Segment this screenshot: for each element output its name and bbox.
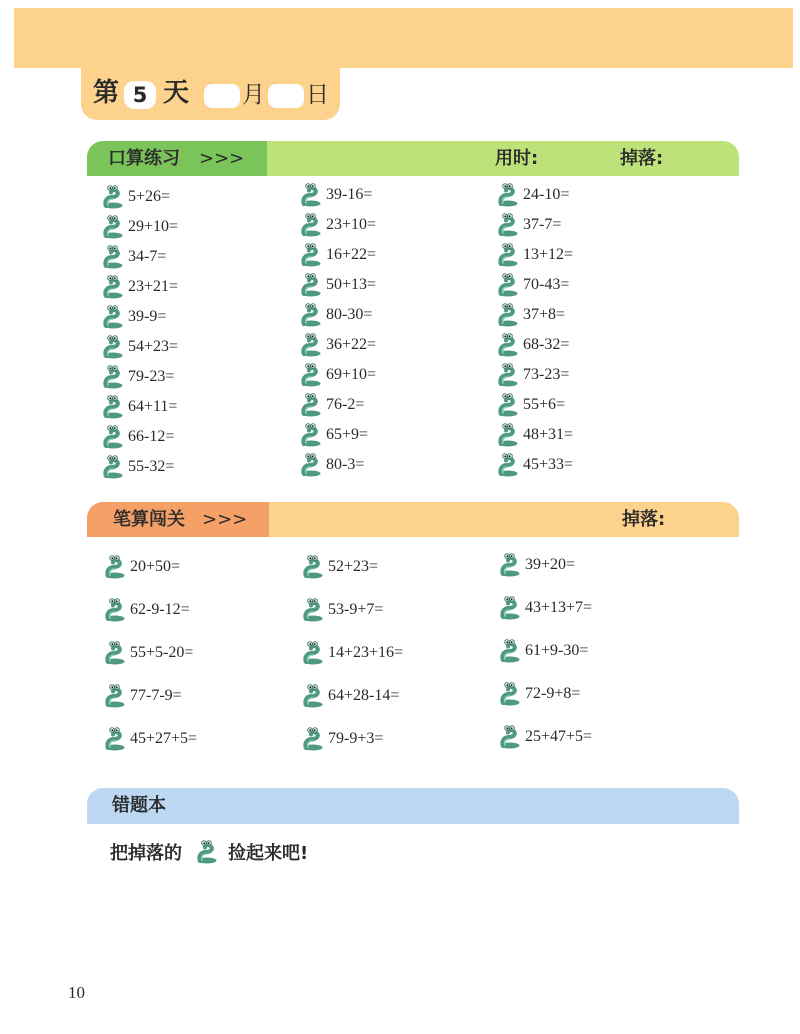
problem-expression: 37+8= xyxy=(523,306,566,323)
problem-expression: 69+10= xyxy=(326,366,377,383)
snail-icon xyxy=(302,727,324,751)
month-label: 月 xyxy=(242,82,265,108)
problem-item xyxy=(497,333,569,357)
problem-item xyxy=(102,335,178,359)
snail-icon xyxy=(300,213,322,237)
snail-icon xyxy=(300,273,322,297)
snail-icon xyxy=(104,598,126,622)
problem-expression: 16+22= xyxy=(326,246,377,263)
problem-expression: 36+22= xyxy=(326,336,377,353)
snail-icon xyxy=(300,303,322,327)
problem-expression: 77-7-9= xyxy=(130,687,182,704)
snail-icon xyxy=(302,641,324,665)
page-number: 10 xyxy=(68,983,85,1002)
problem-item xyxy=(499,596,592,620)
problem-expression: 68-32= xyxy=(523,336,570,353)
problem-item xyxy=(300,183,372,207)
problem-expression: 72-9+8= xyxy=(525,685,581,702)
problem-item xyxy=(102,215,178,239)
note-text-before: 把掉落的 xyxy=(110,843,182,864)
snail-icon xyxy=(300,393,322,417)
snail-icon xyxy=(102,215,124,239)
problem-expression: 37-7= xyxy=(523,216,562,233)
problem-item xyxy=(300,333,376,357)
problem-item xyxy=(497,393,565,417)
problem-item xyxy=(300,393,364,417)
snail-icon xyxy=(497,303,519,327)
problem-expression: 5+26= xyxy=(128,188,171,205)
month-blank[interactable] xyxy=(204,84,240,108)
problem-expression: 80-3= xyxy=(326,456,365,473)
snail-icon xyxy=(302,598,324,622)
problem-item xyxy=(499,725,592,749)
snail-icon xyxy=(497,363,519,387)
problem-expression: 64+28-14= xyxy=(328,687,400,704)
problem-expression: 73-23= xyxy=(523,366,570,383)
oral-section-title: 口算练习 xyxy=(108,148,180,169)
snail-icon xyxy=(302,555,324,579)
oral-section-arrows: >>> xyxy=(199,148,245,169)
problem-expression: 53-9+7= xyxy=(328,601,384,618)
problem-item xyxy=(300,363,376,387)
problem-item xyxy=(300,303,372,327)
problem-expression: 79-23= xyxy=(128,368,175,385)
snail-icon xyxy=(102,245,124,269)
problem-item xyxy=(102,245,166,269)
problem-item xyxy=(102,365,174,389)
problem-expression: 55-32= xyxy=(128,458,175,475)
written-section-title: 笔算闯关 xyxy=(113,509,185,530)
written-dropped-label: 掉落: xyxy=(622,509,666,530)
snail-icon xyxy=(497,243,519,267)
snail-icon xyxy=(497,423,519,447)
snail-icon xyxy=(102,395,124,419)
problem-expression: 29+10= xyxy=(128,218,179,235)
problem-item xyxy=(497,213,561,237)
problem-item xyxy=(300,273,376,297)
snail-icon xyxy=(497,393,519,417)
snail-icon xyxy=(102,185,124,209)
problem-item xyxy=(497,243,573,267)
snail-icon xyxy=(102,335,124,359)
problem-expression: 39+20= xyxy=(525,556,576,573)
snail-icon xyxy=(300,243,322,267)
snail-icon xyxy=(499,553,521,577)
problem-expression: 55+6= xyxy=(523,396,566,413)
snail-icon xyxy=(104,684,126,708)
snail-icon xyxy=(302,684,324,708)
problem-expression: 65+9= xyxy=(326,426,369,443)
problem-expression: 23+10= xyxy=(326,216,377,233)
problem-item xyxy=(302,641,403,665)
written-section-arrows: >>> xyxy=(202,509,248,530)
problem-expression: 76-2= xyxy=(326,396,365,413)
snail-icon xyxy=(300,423,322,447)
problem-expression: 54+23= xyxy=(128,338,179,355)
snail-icon xyxy=(102,275,124,299)
problem-expression: 48+31= xyxy=(523,426,574,443)
problem-item xyxy=(302,684,399,708)
snail-icon xyxy=(102,305,124,329)
problem-expression: 52+23= xyxy=(328,558,379,575)
problem-item xyxy=(102,185,170,209)
problem-item xyxy=(300,243,376,267)
snail-icon xyxy=(499,725,521,749)
problem-item xyxy=(104,727,197,751)
problem-expression: 64+11= xyxy=(128,398,178,415)
snail-icon xyxy=(300,333,322,357)
snail-icon xyxy=(104,555,126,579)
problem-expression: 20+50= xyxy=(130,558,181,575)
problem-expression: 45+27+5= xyxy=(130,730,198,747)
problem-item xyxy=(102,395,177,419)
problem-item xyxy=(104,684,182,708)
problem-item xyxy=(300,453,364,477)
problem-item xyxy=(302,555,378,579)
problem-expression: 39-16= xyxy=(326,186,373,203)
top-color-band xyxy=(14,8,793,68)
problem-expression: 24-10= xyxy=(523,186,570,203)
problem-expression: 43+13+7= xyxy=(525,599,593,616)
problem-item xyxy=(497,303,565,327)
problem-expression: 80-30= xyxy=(326,306,373,323)
problem-expression: 34-7= xyxy=(128,248,167,265)
problem-expression: 45+33= xyxy=(523,456,574,473)
problem-expression: 66-12= xyxy=(128,428,175,445)
problem-expression: 39-9= xyxy=(128,308,167,325)
problem-item xyxy=(497,363,569,387)
snail-icon xyxy=(102,425,124,449)
problem-item xyxy=(104,555,180,579)
mistakes-section-title: 错题本 xyxy=(112,795,166,816)
problem-item xyxy=(104,641,193,665)
problem-item xyxy=(497,273,569,297)
problem-item xyxy=(300,213,376,237)
snail-icon xyxy=(497,213,519,237)
problem-expression: 62-9-12= xyxy=(130,601,190,618)
snail-icon xyxy=(499,682,521,706)
problem-item xyxy=(302,727,383,751)
problem-item xyxy=(102,305,166,329)
snail-icon xyxy=(499,639,521,663)
problem-item xyxy=(102,425,174,449)
snail-icon xyxy=(300,363,322,387)
problem-item xyxy=(104,598,190,622)
time-label: 用时: xyxy=(495,148,539,169)
problem-expression: 61+9-30= xyxy=(525,642,589,659)
snail-icon xyxy=(104,727,126,751)
snail-icon xyxy=(497,333,519,357)
problem-expression: 23+21= xyxy=(128,278,179,295)
problem-expression: 25+47+5= xyxy=(525,728,593,745)
problem-expression: 13+12= xyxy=(523,246,574,263)
problem-item xyxy=(499,553,575,577)
snail-icon xyxy=(104,641,126,665)
day-number: 5 xyxy=(124,81,156,109)
oral-dropped-label: 掉落: xyxy=(620,148,664,169)
date-blank[interactable] xyxy=(268,84,304,108)
problem-item xyxy=(300,423,368,447)
snail-icon xyxy=(497,183,519,207)
snail-icon xyxy=(102,455,124,479)
snail-icon xyxy=(300,453,322,477)
problem-item xyxy=(497,453,573,477)
mistakes-note xyxy=(110,839,308,865)
day-suffix: 天 xyxy=(163,78,190,108)
snail-icon xyxy=(102,365,124,389)
mistakes-section-bar xyxy=(87,788,739,824)
problem-expression: 50+13= xyxy=(326,276,377,293)
snail-icon xyxy=(300,183,322,207)
problem-item xyxy=(102,455,174,479)
snail-icon xyxy=(497,453,519,477)
day-prefix: 第 xyxy=(93,78,120,108)
problem-item xyxy=(497,183,569,207)
snail-icon xyxy=(196,840,218,864)
problem-expression: 55+5-20= xyxy=(130,644,194,661)
problem-item xyxy=(102,275,178,299)
problem-item xyxy=(499,639,588,663)
snail-icon xyxy=(499,596,521,620)
date-label: 日 xyxy=(306,82,329,108)
problem-item xyxy=(497,423,573,447)
problem-expression: 14+23+16= xyxy=(328,644,404,661)
note-text-after: 捡起来吧! xyxy=(228,843,309,864)
problem-expression: 79-9+3= xyxy=(328,730,384,747)
problem-expression: 70-43= xyxy=(523,276,570,293)
snail-icon xyxy=(497,273,519,297)
problem-item xyxy=(302,598,383,622)
problem-item xyxy=(499,682,580,706)
